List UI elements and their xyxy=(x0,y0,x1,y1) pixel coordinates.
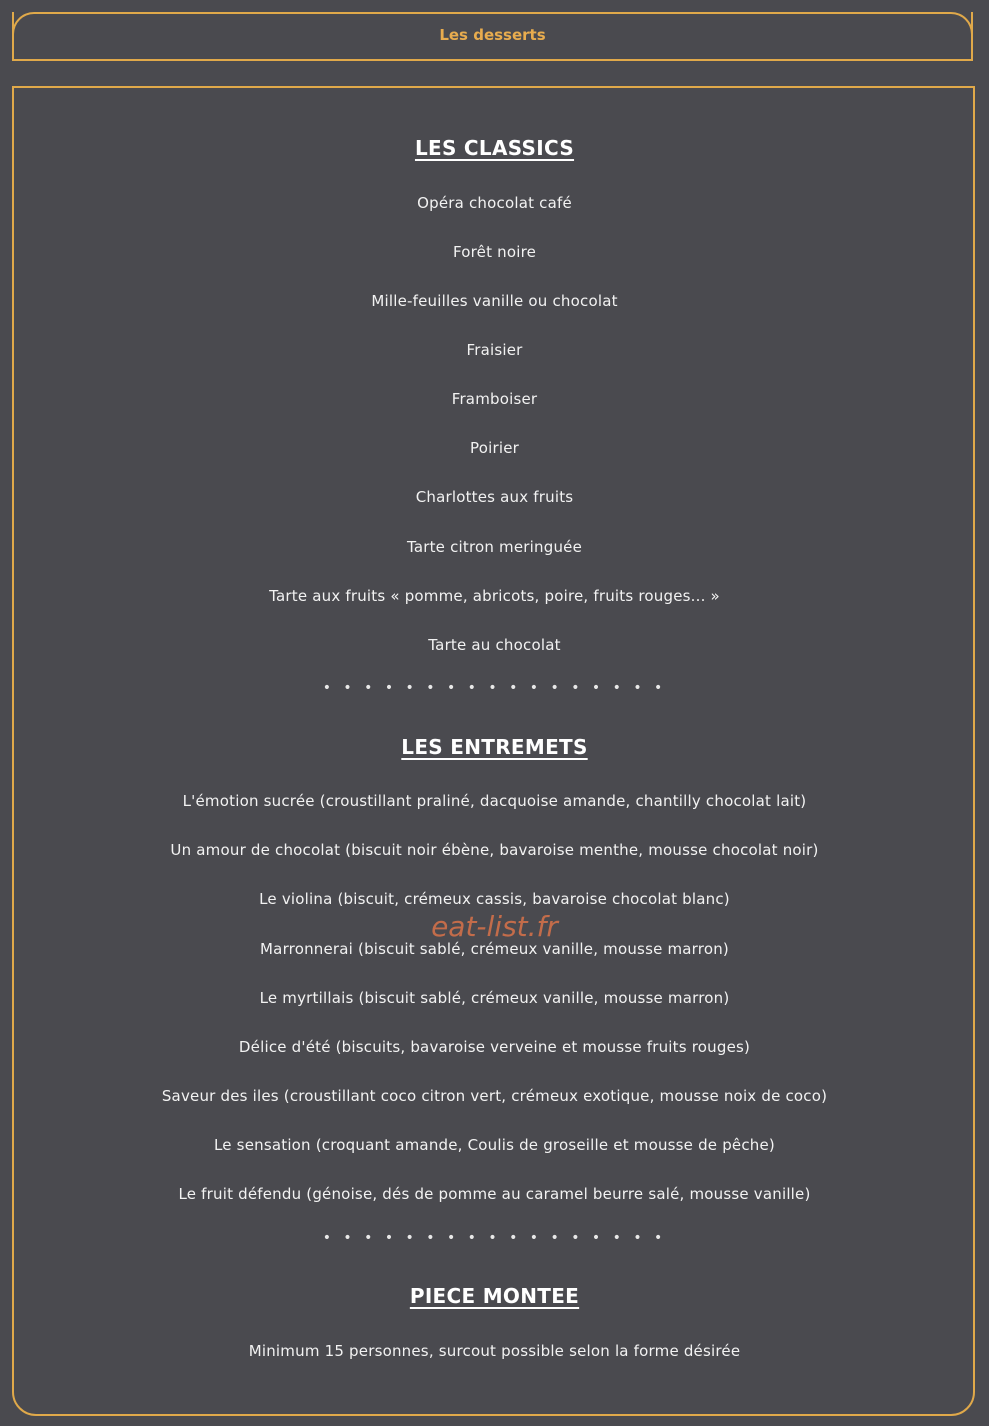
section-title-piece-montee: PIECE MONTEE xyxy=(409,1284,580,1308)
header-bar xyxy=(12,12,973,61)
menu-item: Un amour de chocolat (biscuit noir ébène, bavaroise menthe, mousse chocolat noir) xyxy=(170,841,819,859)
dotted-separator: • • • • • • • • • • • • • • • • • xyxy=(322,680,667,696)
menu-item: Tarte citron meringuée xyxy=(406,538,583,556)
menu-item: Opéra chocolat café xyxy=(417,194,572,212)
menu-item: Saveur des iles (croustillant coco citron vert, crémeux exotique, mousse noix de coco) xyxy=(161,1087,828,1105)
menu-item: Charlottes aux fruits xyxy=(415,488,574,506)
menu-item: Délice d'été (biscuits, bavaroise verveine et mousse fruits rouges) xyxy=(238,1038,751,1056)
menu-item: Minimum 15 personnes, surcout possible selon la forme désirée xyxy=(248,1342,741,1360)
menu-item: Framboiser xyxy=(451,390,538,408)
header-title: Les desserts xyxy=(439,26,546,44)
menu-item: Le myrtillais (biscuit sablé, crémeux vanille, mousse marron) xyxy=(259,989,730,1007)
section-title-entremets: LES ENTREMETS xyxy=(401,735,588,759)
menu-item: Mille-feuilles vanille ou chocolat xyxy=(371,292,618,310)
dotted-separator: • • • • • • • • • • • • • • • • • xyxy=(322,1230,667,1246)
menu-item: Le fruit défendu (génoise, dés de pomme au caramel beurre salé, mousse vanille) xyxy=(178,1185,811,1203)
menu-item: Marronnerai (biscuit sablé, crémeux vanille, mousse marron) xyxy=(260,940,729,958)
menu-item: Tarte aux fruits « pomme, abricots, poire, fruits rouges... » xyxy=(269,587,720,605)
watermark: eat-list.fr xyxy=(431,910,558,943)
menu-item: Le sensation (croquant amande, Coulis de groseille et mousse de pêche) xyxy=(213,1136,775,1154)
menu-item: L'émotion sucrée (croustillant praliné, dacquoise amande, chantilly chocolat lait) xyxy=(182,792,807,810)
menu-item: Forêt noire xyxy=(452,243,537,261)
menu-item: Le violina (biscuit, crémeux cassis, bavaroise chocolat blanc) xyxy=(259,890,730,908)
menu-item: Poirier xyxy=(470,439,519,457)
menu-item: Tarte au chocolat xyxy=(428,636,561,654)
section-title-classics: LES CLASSICS xyxy=(414,136,575,160)
menu-item: Fraisier xyxy=(466,341,523,359)
